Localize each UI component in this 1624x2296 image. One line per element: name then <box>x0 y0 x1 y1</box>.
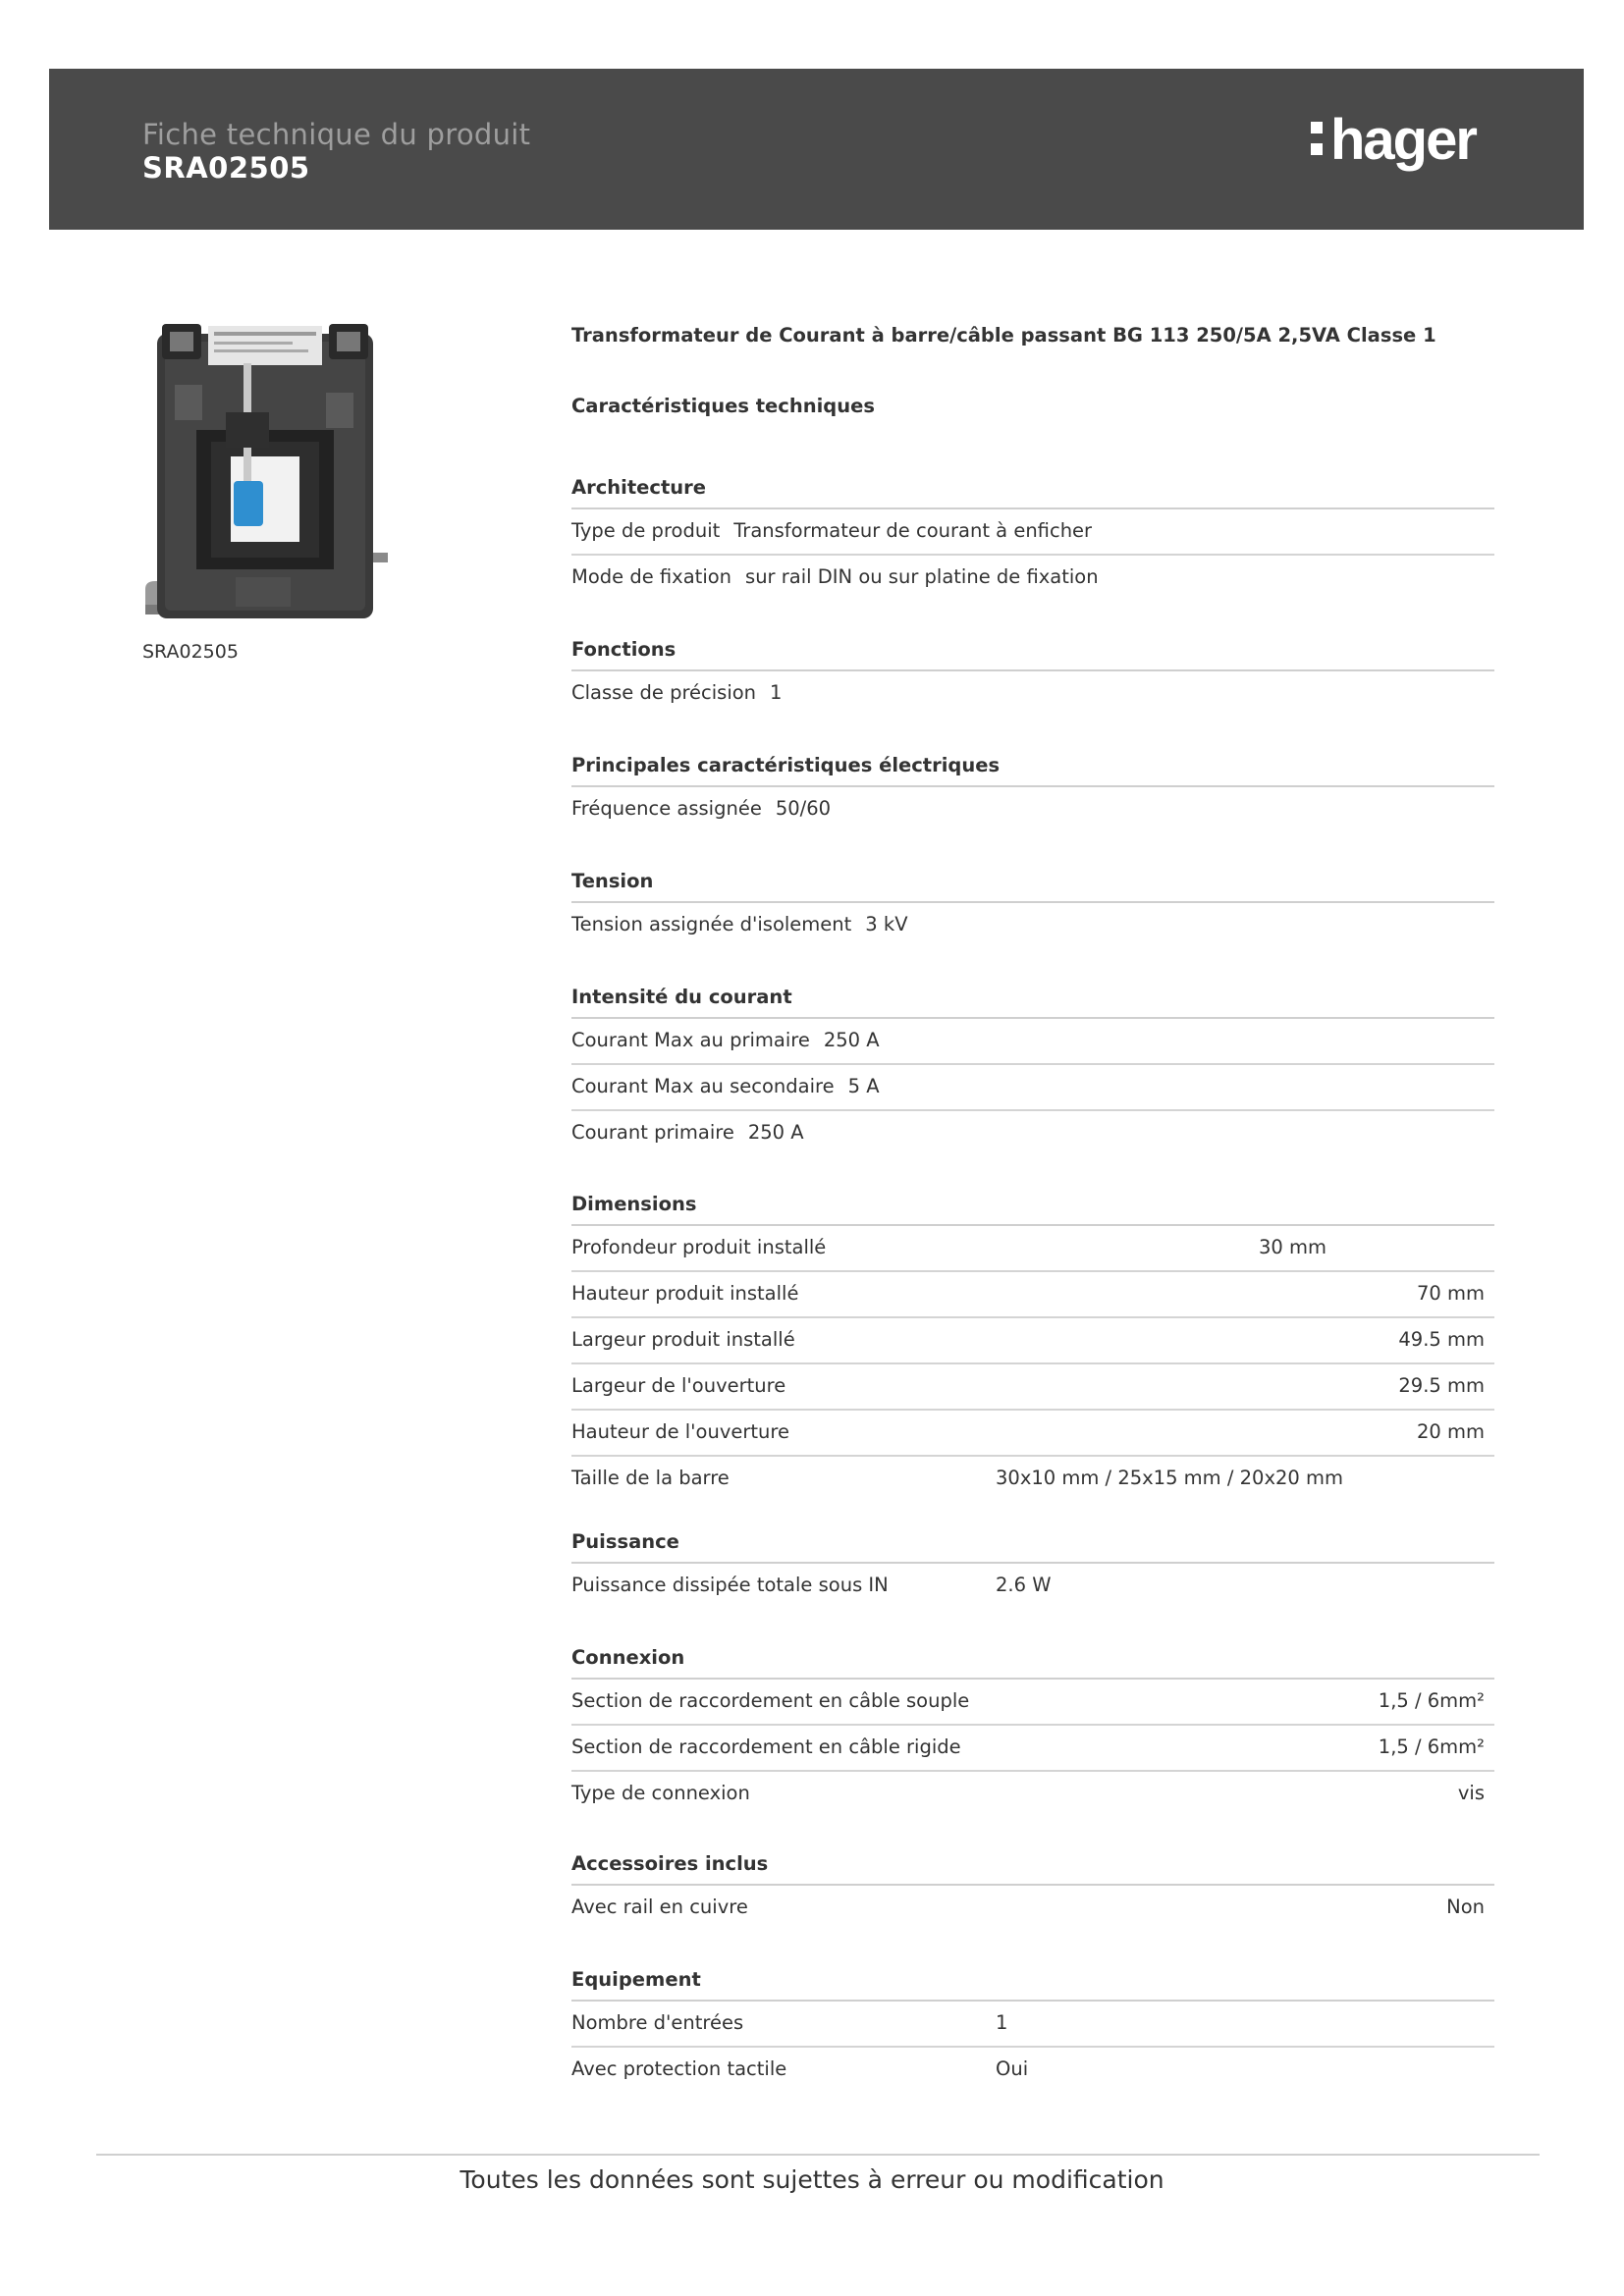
spec-label: Profondeur produit installé <box>571 1236 827 1258</box>
spec-row <box>571 1772 1494 1816</box>
spec-label: Type de connexion <box>571 1782 750 1804</box>
spec-label: Hauteur produit installé <box>571 1282 799 1305</box>
spec-row <box>571 2048 1494 2092</box>
spec-row <box>571 1111 1494 1155</box>
spec-row <box>571 1065 1494 1111</box>
logo-text: hager <box>1330 108 1476 172</box>
spec-row <box>571 1726 1494 1772</box>
spec-label: Largeur produit installé <box>571 1328 795 1351</box>
product-code: SRA02505 <box>142 151 310 185</box>
spec-value: 5 A <box>847 1075 880 1097</box>
header-banner <box>49 69 1584 230</box>
spec-label: Avec protection tactile <box>571 2057 787 2080</box>
spec-row <box>571 1272 1494 1318</box>
spec-label: Nombre d'entrées <box>571 2011 744 2034</box>
section-equipement <box>571 1966 1494 2092</box>
spec-value: 250 A <box>823 1029 880 1051</box>
spec-value: Non <box>1446 1896 1485 1918</box>
spec-label: Largeur de l'ouverture <box>571 1374 786 1397</box>
section-title: Equipement <box>571 1966 1494 2002</box>
spec-value: 70 mm <box>1416 1282 1485 1305</box>
spec-label: Courant Max au primaire <box>571 1029 810 1051</box>
spec-value: sur rail DIN ou sur platine de fixation <box>745 565 1099 588</box>
section-title: Accessoires inclus <box>571 1850 1494 1886</box>
spec-label: Fréquence assignée <box>571 797 762 820</box>
spec-value: Oui <box>996 2057 1029 2080</box>
footer-disclaimer: Toutes les données sont sujettes à erreur ou modification <box>460 2165 1164 2194</box>
product-title: Transformateur de Courant à barre/câble passant BG 113 250/5A 2,5VA Classe 1 <box>571 324 1436 347</box>
spec-value: 2.6 W <box>996 1574 1052 1596</box>
section-tension <box>571 868 1494 947</box>
spec-value: 30 mm <box>1259 1236 1327 1258</box>
spec-label: Tension assignée d'isolement <box>571 913 852 935</box>
spec-row <box>571 509 1494 556</box>
spec-label: Classe de précision <box>571 681 757 704</box>
spec-label: Section de raccordement en câble souple <box>571 1689 970 1712</box>
spec-row <box>571 787 1494 831</box>
spec-value: 1,5 / 6mm² <box>1378 1689 1485 1712</box>
spec-label: Type de produit <box>571 519 721 542</box>
spec-label: Courant Max au secondaire <box>571 1075 835 1097</box>
section-fonctions <box>571 636 1494 716</box>
spec-label: Mode de fixation <box>571 565 732 588</box>
spec-row <box>571 1226 1494 1272</box>
spec-value: 50/60 <box>775 797 832 820</box>
section-connexion <box>571 1644 1494 1816</box>
product-image <box>137 314 393 628</box>
spec-row <box>571 1886 1494 1930</box>
footer-divider <box>96 2154 1540 2156</box>
section-title: Puissance <box>571 1528 1494 1564</box>
spec-value: 1,5 / 6mm² <box>1378 1735 1485 1758</box>
spec-value: 29.5 mm <box>1398 1374 1485 1397</box>
section-intensite <box>571 984 1494 1155</box>
spec-row <box>571 903 1494 947</box>
spec-row <box>571 1411 1494 1457</box>
section-title: Fonctions <box>571 636 1494 671</box>
section-puissance <box>571 1528 1494 1608</box>
spec-value: 49.5 mm <box>1398 1328 1485 1351</box>
spec-label: Taille de la barre <box>571 1467 730 1489</box>
section-dimensions <box>571 1191 1494 1501</box>
spec-label: Hauteur de l'ouverture <box>571 1420 789 1443</box>
section-title: Dimensions <box>571 1191 1494 1226</box>
image-caption: SRA02505 <box>142 641 239 663</box>
section-title: Intensité du courant <box>571 984 1494 1019</box>
section-title: Connexion <box>571 1644 1494 1680</box>
spec-value: 250 A <box>747 1121 804 1144</box>
spec-row <box>571 1457 1494 1501</box>
section-title: Architecture <box>571 474 1494 509</box>
section-title: Principales caractéristiques électriques <box>571 752 1494 787</box>
hager-logo <box>1311 108 1476 172</box>
spec-value: 30x10 mm / 25x15 mm / 20x20 mm <box>996 1467 1343 1489</box>
spec-row <box>571 556 1494 600</box>
spec-row <box>571 1019 1494 1065</box>
spec-value: 1 <box>770 681 783 704</box>
spec-value: 3 kV <box>865 913 908 935</box>
document-kicker: Fiche technique du produit <box>142 118 531 151</box>
tech-heading: Caractéristiques techniques <box>571 395 875 417</box>
spec-label: Puissance dissipée totale sous IN <box>571 1574 889 1596</box>
spec-value: 20 mm <box>1416 1420 1485 1443</box>
section-accessoires <box>571 1850 1494 1930</box>
spec-label: Section de raccordement en câble rigide <box>571 1735 961 1758</box>
spec-row <box>571 2002 1494 2048</box>
section-title: Tension <box>571 868 1494 903</box>
spec-row <box>571 1564 1494 1608</box>
section-electriques <box>571 752 1494 831</box>
spec-row <box>571 671 1494 716</box>
spec-value: 1 <box>996 2011 1008 2034</box>
spec-row <box>571 1680 1494 1726</box>
logo-colon-icon <box>1311 114 1325 163</box>
spec-label: Avec rail en cuivre <box>571 1896 748 1918</box>
spec-label: Courant primaire <box>571 1121 734 1144</box>
spec-value: Transformateur de courant à enficher <box>733 519 1093 542</box>
spec-row <box>571 1364 1494 1411</box>
spec-value: vis <box>1457 1782 1485 1804</box>
section-architecture <box>571 474 1494 600</box>
spec-row <box>571 1318 1494 1364</box>
